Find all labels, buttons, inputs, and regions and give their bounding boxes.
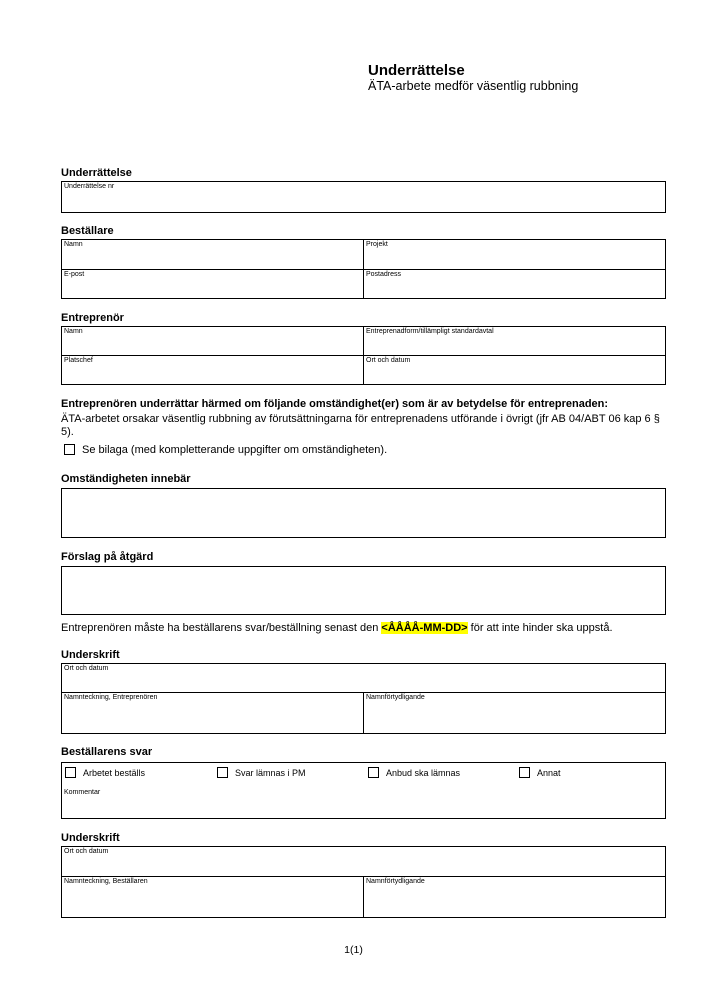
- entreprenor-box: [61, 326, 666, 385]
- field-label-bestallare-epost: E-post: [64, 271, 85, 278]
- field-label-bestallare-projekt: Projekt: [366, 241, 388, 248]
- section-heading-signature-client: Underskrift: [61, 832, 120, 844]
- answer-option-annat[interactable]: [519, 767, 561, 779]
- entreprenor-platschef-field[interactable]: [62, 356, 363, 384]
- client-answer-options-row: [62, 763, 665, 791]
- field-label-contractor-signature: Namnteckning, Entreprenören: [64, 694, 158, 701]
- answer-option-label: Arbetet beställs: [83, 768, 146, 778]
- signature-client-row-2: [62, 876, 665, 917]
- underrattelse-box: [61, 181, 666, 213]
- forslag-textarea[interactable]: [61, 566, 666, 615]
- section-heading-omstandighet: Omständigheten innebär: [61, 473, 191, 485]
- field-label-entreprenor-namn: Namn: [64, 328, 83, 335]
- bestallare-row-2: [62, 269, 665, 298]
- field-label-comment: Kommentar: [64, 789, 101, 796]
- underrattelse-nr-field[interactable]: [62, 182, 665, 212]
- client-answer-comment-row: [62, 791, 665, 818]
- bestallare-namn-field[interactable]: [62, 240, 363, 269]
- section-heading-signature-contractor: Underskrift: [61, 649, 120, 661]
- signature-client-box: [61, 846, 666, 918]
- bestallare-postadress-field[interactable]: [363, 270, 665, 298]
- contractor-signature-field[interactable]: [62, 693, 363, 733]
- entreprenor-entreprenadform-field[interactable]: [363, 327, 665, 355]
- bestallare-row-1: [62, 240, 665, 269]
- section-heading-forslag: Förslag på åtgärd: [61, 551, 154, 563]
- document-title: Underrättelse: [368, 62, 465, 79]
- bestallare-projekt-field[interactable]: [363, 240, 665, 269]
- answer-option-arbetet-bestalls[interactable]: [65, 767, 145, 779]
- omstandighet-textarea[interactable]: [61, 488, 666, 538]
- title-block: [368, 62, 578, 94]
- document-subtitle: ÄTA-arbete medför väsentlig rubbning: [368, 79, 579, 93]
- signature-contractor-row-1: [62, 664, 665, 692]
- checkbox-arbetet-bestalls[interactable]: [65, 767, 76, 778]
- field-label-underrattelse-nr: Underrättelse nr: [64, 183, 115, 190]
- signature-contractor-box: [61, 663, 666, 734]
- checkbox-anbud[interactable]: [368, 767, 379, 778]
- answer-option-label: Anbud ska lämnas: [386, 768, 461, 778]
- contractor-name-clarification-field[interactable]: [363, 693, 665, 733]
- answer-option-label: Annat: [537, 768, 561, 778]
- bestallare-epost-field[interactable]: [62, 270, 363, 298]
- section-heading-entreprenor: Entreprenör: [61, 312, 124, 324]
- client-comment-field[interactable]: [62, 791, 665, 818]
- client-ort-datum-field[interactable]: [62, 847, 665, 876]
- contractor-ort-datum-field[interactable]: [62, 664, 665, 692]
- entreprenor-row-1: [62, 327, 665, 355]
- section-heading-bestallare: Beställare: [61, 225, 114, 237]
- attachment-checkbox-label: Se bilaga (med kompletterande uppgifter om omständigheten).: [82, 444, 388, 456]
- field-label-platschef: Platschef: [64, 357, 93, 364]
- entreprenor-ort-datum-field[interactable]: [363, 356, 665, 384]
- answer-option-svar-pm[interactable]: [217, 767, 306, 779]
- field-label-bestallare-postadress: Postadress: [366, 271, 402, 278]
- section-heading-client-answer: Beställarens svar: [61, 746, 153, 758]
- answer-option-label: Svar lämnas i PM: [235, 768, 306, 778]
- notice-body: ÄTA-arbetet orsakar väsentlig rubbning av förutsättningarna för entreprenadens utförande i övrigt (jfr AB 04/ABT 06 kap 6 § 5).: [61, 413, 660, 438]
- entreprenor-row-2: [62, 355, 665, 384]
- field-label-client-ort-datum: Ort och datum: [64, 848, 109, 855]
- field-label-client-signature: Namnteckning, Beställaren: [64, 878, 148, 885]
- answer-option-anbud[interactable]: [368, 767, 460, 779]
- signature-client-row-1: [62, 847, 665, 876]
- client-name-clarification-field[interactable]: [363, 877, 665, 917]
- bestallare-box: [61, 239, 666, 299]
- checkbox-svar-pm[interactable]: [217, 767, 228, 778]
- checkbox-annat[interactable]: [519, 767, 530, 778]
- page-number: 1(1): [344, 944, 363, 956]
- underrattelse-row: [62, 182, 665, 212]
- field-label-contractor-ort-datum: Ort och datum: [64, 665, 109, 672]
- client-signature-field[interactable]: [62, 877, 363, 917]
- field-label-contractor-name-clarification: Namnförtydligande: [366, 694, 425, 701]
- deadline-text-after: för att inte hinder ska uppstå.: [467, 622, 613, 634]
- client-answer-box: [61, 762, 666, 819]
- field-label-bestallare-namn: Namn: [64, 241, 83, 248]
- entreprenor-namn-field[interactable]: [62, 327, 363, 355]
- field-label-entreprenadform: Entreprenadform/tillämpligt standardavtal: [366, 328, 494, 335]
- deadline-sentence: [61, 622, 671, 635]
- signature-contractor-row-2: [62, 692, 665, 733]
- section-heading-underrattelse: Underrättelse: [61, 167, 132, 179]
- attachment-checkbox-row[interactable]: [64, 444, 387, 457]
- attachment-checkbox[interactable]: [64, 444, 75, 455]
- field-label-entreprenor-ort-datum: Ort och datum: [366, 357, 411, 364]
- deadline-text-before: Entreprenören måste ha beställarens svar/beställning senast den: [61, 622, 382, 634]
- deadline-date-placeholder[interactable]: <ÅÅÅÅ-MM-DD>: [381, 622, 468, 634]
- field-label-client-name-clarification: Namnförtydligande: [366, 878, 425, 885]
- notice-intro: Entreprenören underrättar härmed om följande omständighet(er) som är av betydelse för entreprenaden:: [61, 398, 609, 410]
